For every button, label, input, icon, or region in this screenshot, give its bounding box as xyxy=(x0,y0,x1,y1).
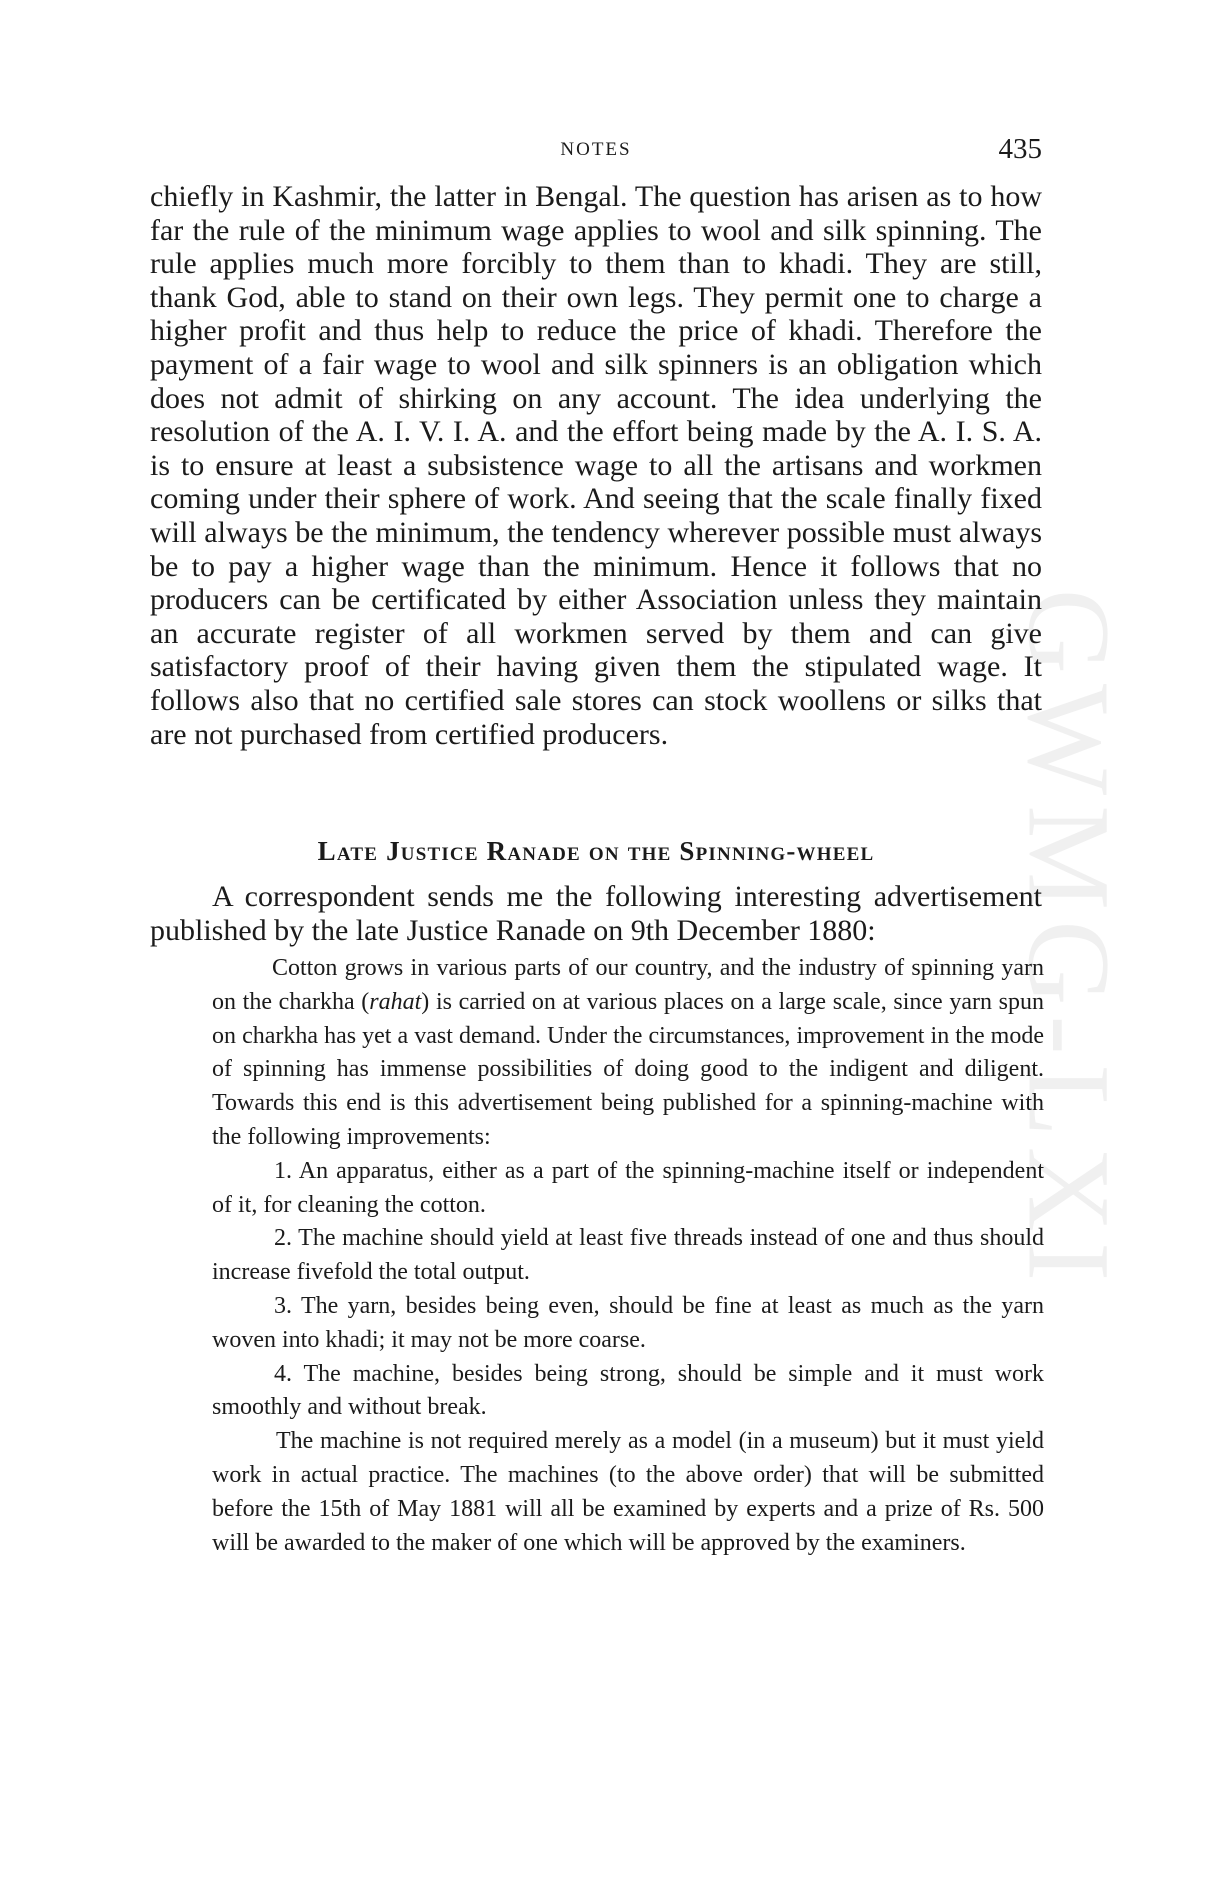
page-header xyxy=(150,133,1042,167)
section-title: Late Justice Ranade on the Spinning-wheel xyxy=(317,836,875,866)
body-paragraph: chiefly in Kashmir, the latter in Bengal. The question has arisen as to how far the rule of the minimum wage applies to wool and silk spinning. The rule applies much more forcibly to them than to khadi. They are still, thank God, able to stand on their own legs. They permit one to charge a higher profit and thus help to reduce the price of khadi. Therefore the payment of a fair wage to wool and silk spinners is an obligation which does not admit of shirking on any account. The idea underlying the resolution of the A. I. V. I. A. and the effort being made by the A. I. S. A. is to ensure at least a subsistence wage to all the artisans and workmen coming under their sphere of work. And seeing that the scale finally fixed will always be the minimum, the tendency wherever possible must always be to pay a higher wage than the minimum. Hence it follows that no producers can be certificated by either Association unless they maintain an accurate register of all workmen served by them and can give satisfactory proof of their having given them the stipulated wage. It follows also that no certified sale stores can stock woollens or silks that are not purchased from certified producers. xyxy=(150,180,1042,751)
quote-closing-paragraph: The machine is not required merely as a model (in a museum) but it must yield work in actual practice. The machines (to the above order) that will be submitted before the 15th of May 1881 will all be examined by experts and a prize of Rs. 500 will be awarded to the maker of one which will be approved by the examiners. xyxy=(212,1428,1044,1556)
page-number: 435 xyxy=(998,133,1042,165)
quote-lead-text-start: Cotton grows in various parts of our country, and the industry of spinning yarn on the charkha ( xyxy=(212,955,1044,1015)
quote-lead-text-end: ) is carried on at various places on a large scale, since yarn spun on charkha has yet a vast demand. Under the circumstances, improvement in the mode of spinning has immense possibilities of doing good to the indigent and diligent. Towards this end is this advertisement being published for a spinning-machine with the following improvements: xyxy=(212,988,1044,1150)
improvement-item-1: 1. An apparatus, either as a part of the spinning-machine itself or independent of it, for cleaning the cotton. xyxy=(212,1157,1044,1218)
running-head: NOTES xyxy=(560,139,632,160)
watermark-text: GWMG-LXI xyxy=(1003,588,1134,1292)
section-intro: A correspondent sends me the following interesting advertisement published by the late Justice Ranade on 9th December 1880: xyxy=(150,880,1042,947)
advertisement-quote xyxy=(212,952,1044,1560)
quote-lead-italic-term: rahat xyxy=(369,988,422,1015)
improvement-item-4: 4. The machine, besides being strong, should be simple and it must work smoothly and without break. xyxy=(212,1360,1044,1421)
improvement-item-3: 3. The yarn, besides being even, should be fine at least as much as the yarn woven into khadi; it may not be more coarse. xyxy=(212,1292,1044,1353)
quote-lead-paragraph xyxy=(212,952,1044,1155)
improvement-item-2: 2. The machine should yield at least five threads instead of one and thus should increase fivefold the total output. xyxy=(212,1225,1044,1286)
